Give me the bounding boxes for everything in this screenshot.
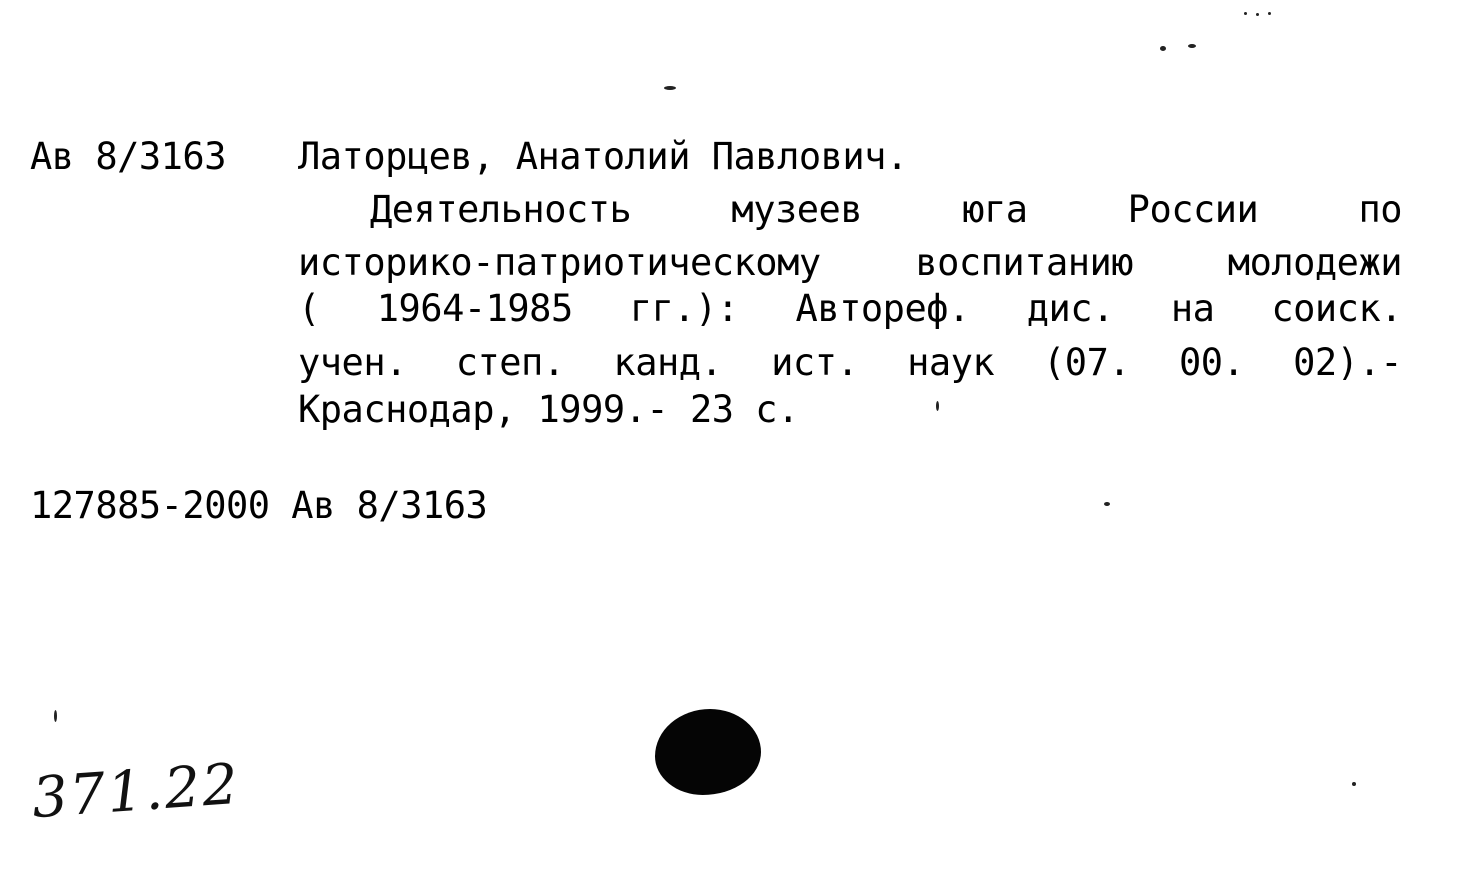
scan-speck <box>664 86 676 90</box>
scan-speck <box>1188 44 1196 48</box>
scan-speck <box>1268 12 1271 15</box>
title-line-5: Краснодар, 1999.- 23 с. <box>298 388 799 431</box>
inventory-number: 127885-2000 Ав 8/3163 <box>30 484 488 527</box>
title-line-1: Деятельность музеев юга России по <box>370 188 1402 231</box>
scan-speck <box>54 710 57 722</box>
punch-hole <box>655 709 761 795</box>
scan-speck <box>1256 13 1259 16</box>
scan-speck <box>1352 782 1356 786</box>
handwritten-classification: 371.22 <box>29 751 242 832</box>
shelfmark: Ав 8/3163 <box>30 135 226 178</box>
scan-speck <box>1160 46 1166 51</box>
scan-speck <box>1244 12 1247 15</box>
title-line-2: историко-патриотическому воспитанию молодежи <box>298 241 1402 284</box>
title-line-3: ( 1964-1985 гг.): Автореф. дис. на соиск. <box>298 287 1402 330</box>
scan-speck <box>1104 502 1110 506</box>
title-line-4: учен. степ. канд. ист. наук (07. 00. 02).- <box>298 341 1402 384</box>
scan-speck <box>936 401 939 411</box>
author-heading: Латорцев, Анатолий Павлович. <box>298 135 908 178</box>
